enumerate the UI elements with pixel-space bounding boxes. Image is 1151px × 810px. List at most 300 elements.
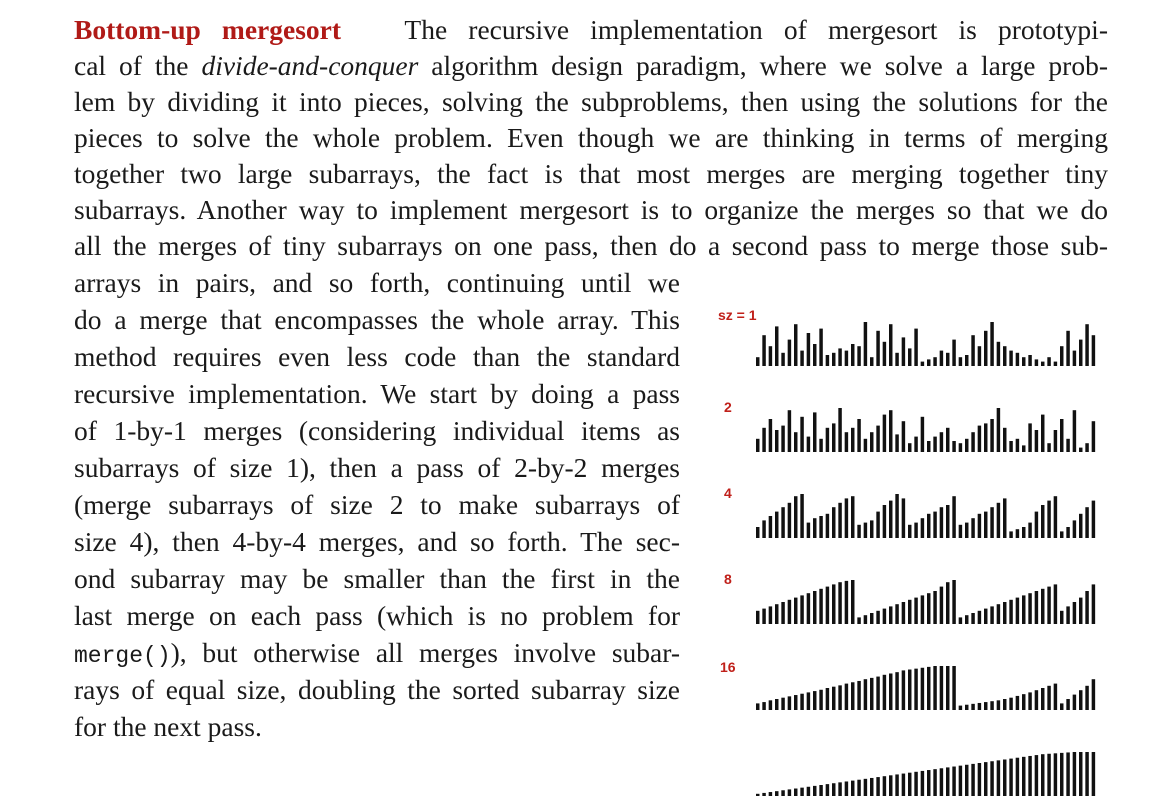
trace-bar — [813, 786, 816, 796]
trace-bar — [959, 617, 962, 624]
trace-bar — [895, 672, 898, 710]
trace-bar — [1073, 602, 1076, 624]
text-line-1 — [74, 12, 1108, 48]
trace-bar — [1066, 331, 1069, 366]
trace-bar — [895, 353, 898, 366]
trace-bar — [870, 678, 873, 710]
trace-bar — [1022, 595, 1025, 624]
text-line-5 — [74, 156, 1108, 192]
trace-bar — [883, 415, 886, 452]
trace-bar — [902, 602, 905, 624]
text-span: size 4), then 4-by-4 merges, and so forth. The sec- — [74, 526, 680, 557]
text-span: algorithm design paradigm, where we solve a large prob- — [418, 50, 1108, 81]
trace-bar — [959, 443, 962, 452]
trace-bar — [800, 788, 803, 796]
text-span: lem by dividing it into pieces, solving the subproblems, then using the solutions for the — [74, 86, 1108, 117]
trace-bar — [921, 518, 924, 538]
trace-bar — [794, 789, 797, 796]
trace-bar — [971, 613, 974, 624]
trace-bar — [990, 701, 993, 710]
trace-bar — [946, 353, 949, 366]
trace-bar — [876, 677, 879, 710]
trace-bar — [851, 428, 854, 452]
trace-bar — [984, 331, 987, 366]
trace-bar — [819, 516, 822, 538]
trace-bar — [1092, 752, 1095, 796]
trace-bar — [870, 432, 873, 452]
trace-bar — [1003, 346, 1006, 366]
text-line-14 — [74, 487, 680, 523]
trace-bar — [832, 507, 835, 538]
trace-bar — [1028, 423, 1031, 452]
trace-bar — [857, 681, 860, 710]
trace-bar — [813, 691, 816, 710]
trace-bar — [1060, 531, 1063, 538]
trace-bar — [933, 357, 936, 366]
sz-label: 4 — [724, 485, 732, 501]
trace-bar — [978, 763, 981, 796]
trace-bar — [933, 437, 936, 452]
trace-bar — [756, 439, 759, 452]
text-line-10 — [74, 339, 680, 375]
trace-bar — [1041, 505, 1044, 538]
trace-bar — [927, 667, 930, 710]
trace-bar — [971, 432, 974, 452]
trace-bar — [921, 362, 924, 366]
trace-bar — [819, 690, 822, 710]
trace-bar — [1016, 696, 1019, 710]
trace-bar — [800, 351, 803, 366]
trace-bar — [978, 346, 981, 366]
trace-bar — [1054, 584, 1057, 624]
trace-bar — [1073, 520, 1076, 538]
trace-bar — [1092, 584, 1095, 624]
trace-bar — [1092, 421, 1095, 452]
trace-bar — [952, 441, 955, 452]
trace-bar — [902, 498, 905, 538]
trace-bar — [984, 762, 987, 796]
trace-bar — [1035, 359, 1038, 366]
trace-bar — [1016, 529, 1019, 538]
trace-bar — [769, 419, 772, 452]
trace-bar — [1009, 441, 1012, 452]
trace-bar — [838, 503, 841, 538]
trace-bar — [845, 781, 848, 796]
text-line-7 — [74, 228, 1108, 264]
trace-bar — [1066, 752, 1069, 796]
trace-bar — [1035, 755, 1038, 796]
trace-bar — [914, 437, 917, 452]
trace-row-1 — [718, 307, 1095, 366]
trace-bar — [1085, 443, 1088, 452]
text-line-9 — [74, 302, 680, 338]
trace-bar — [838, 348, 841, 366]
trace-bar — [826, 688, 829, 710]
sz-label: 16 — [720, 659, 736, 675]
trace-bar — [914, 523, 917, 538]
trace-bar — [965, 439, 968, 452]
trace-bar — [959, 525, 962, 538]
trace-bar — [1016, 439, 1019, 452]
text-line-17 — [74, 598, 680, 634]
trace-bar — [1009, 600, 1012, 624]
trace-row-2 — [724, 399, 1095, 452]
sz-label: 2 — [724, 399, 732, 415]
trace-bar — [1054, 684, 1057, 710]
trace-bar — [1035, 512, 1038, 538]
trace-bar — [908, 773, 911, 796]
trace-bar — [857, 617, 860, 624]
trace-bar — [889, 324, 892, 366]
trace-bar — [965, 355, 968, 366]
trace-bar — [1060, 753, 1063, 796]
trace-bar — [781, 602, 784, 624]
text-line-13 — [74, 450, 680, 486]
trace-bar — [1079, 598, 1082, 624]
text-span: The recursive implementation of mergesort is prototypi- — [404, 14, 1108, 45]
trace-bar — [1066, 439, 1069, 452]
trace-bar — [902, 670, 905, 710]
trace-bar — [952, 340, 955, 366]
trace-bar — [1054, 430, 1057, 452]
trace-bar — [1028, 692, 1031, 710]
text-span: together two large subarrays, the fact is that most merges are merging together tiny — [74, 158, 1108, 189]
trace-bar — [851, 496, 854, 538]
trace-bar — [889, 501, 892, 538]
trace-bar — [800, 494, 803, 538]
trace-bar — [965, 615, 968, 624]
trace-bar — [978, 703, 981, 710]
trace-bar — [959, 766, 962, 796]
trace-bar — [908, 670, 911, 710]
trace-bar — [1066, 606, 1069, 624]
trace-bar — [864, 322, 867, 366]
trace-bar — [845, 432, 848, 452]
trace-bar — [895, 604, 898, 624]
text-line-12 — [74, 413, 680, 449]
trace-bar — [1047, 587, 1050, 624]
trace-bar — [1009, 698, 1012, 710]
trace-bar — [851, 781, 854, 796]
trace-bar — [876, 777, 879, 796]
trace-bar — [1079, 340, 1082, 366]
trace-bar — [1092, 679, 1095, 710]
trace-bar — [813, 591, 816, 624]
text-line-11 — [74, 376, 680, 412]
trace-bar — [952, 496, 955, 538]
text-line-15 — [74, 524, 680, 560]
text-span: rays of equal size, doubling the sorted subarray size — [74, 674, 680, 705]
trace-bar — [927, 359, 930, 366]
trace-bar — [794, 324, 797, 366]
trace-bar — [838, 685, 841, 710]
trace-bar — [1003, 498, 1006, 538]
trace-bar — [1054, 753, 1057, 796]
trace-bar — [800, 595, 803, 624]
trace-bar — [1060, 419, 1063, 452]
trace-bar — [1028, 355, 1031, 366]
trace-bar — [813, 518, 816, 538]
trace-bar — [933, 666, 936, 710]
trace-bar — [940, 768, 943, 796]
trace-bar — [807, 787, 810, 796]
trace-bar — [756, 357, 759, 366]
trace-bar — [946, 505, 949, 538]
trace-bar — [756, 611, 759, 624]
trace-bar — [902, 421, 905, 452]
trace-bar — [832, 423, 835, 452]
trace-bar — [990, 507, 993, 538]
section-heading: Bottom-up mergesort — [74, 14, 342, 45]
trace-bar — [895, 434, 898, 452]
trace-bar — [813, 344, 816, 366]
text-span: pieces to solve the whole problem. Even though we are thinking in terms of merging — [74, 122, 1108, 153]
trace-bar — [762, 428, 765, 452]
trace-bar — [952, 767, 955, 796]
code-merge: merge() — [74, 643, 171, 669]
trace-bar — [1060, 703, 1063, 710]
text-span: arrays in pairs, and so forth, continuing until we — [74, 267, 680, 298]
trace-bar — [1085, 324, 1088, 366]
trace-bar — [769, 346, 772, 366]
trace-bar — [927, 770, 930, 796]
trace-bar — [851, 682, 854, 710]
text-span: of 1-by-1 merges (considering individual items as — [74, 415, 680, 446]
trace-bar — [1016, 598, 1019, 624]
trace-bar — [864, 779, 867, 796]
trace-bar — [769, 700, 772, 710]
trace-bar — [1079, 448, 1082, 452]
trace-bar — [756, 794, 759, 796]
trace-bar — [1009, 531, 1012, 538]
trace-bar — [990, 419, 993, 452]
trace-bar — [921, 668, 924, 710]
trace-bar — [883, 505, 886, 538]
trace-bar — [984, 423, 987, 452]
text-span: ond subarray may be smaller than the first in the — [74, 563, 680, 594]
trace-bar — [832, 353, 835, 366]
trace-bar — [1028, 756, 1031, 796]
trace-bar — [819, 589, 822, 624]
trace-bar — [1041, 362, 1044, 366]
text-span: last merge on each pass (which is no problem for — [74, 600, 680, 631]
trace-bar — [921, 595, 924, 624]
trace-bar — [1066, 699, 1069, 710]
trace-row-3 — [724, 485, 1095, 538]
trace-bar — [1041, 589, 1044, 624]
trace-bar — [1047, 686, 1050, 710]
trace-bar — [1009, 759, 1012, 796]
trace-bar — [883, 342, 886, 366]
trace-bar — [870, 613, 873, 624]
trace-bar — [940, 507, 943, 538]
trace-bar — [997, 700, 1000, 710]
trace-bar — [889, 673, 892, 710]
trace-bar — [1060, 346, 1063, 366]
trace-bar — [1079, 690, 1082, 710]
trace-bar — [883, 609, 886, 624]
trace-bar — [1041, 688, 1044, 710]
trace-bar — [1041, 754, 1044, 796]
text-line-18 — [74, 635, 680, 674]
trace-bar — [826, 355, 829, 366]
trace-bar — [1085, 752, 1088, 796]
trace-bar — [1073, 695, 1076, 710]
trace-bar — [769, 606, 772, 624]
trace-bar — [940, 587, 943, 624]
trace-bar — [775, 430, 778, 452]
trace-bar — [997, 604, 1000, 624]
trace-bar — [883, 675, 886, 710]
trace-bar — [1022, 527, 1025, 538]
text-line-6 — [74, 192, 1108, 228]
trace-bar — [908, 348, 911, 366]
trace-bar — [1035, 591, 1038, 624]
trace-bar — [1028, 523, 1031, 538]
trace-bar — [807, 437, 810, 452]
trace-bar — [826, 784, 829, 796]
trace-bar — [788, 600, 791, 624]
text-span: do a merge that encompasses the whole array. This — [74, 304, 680, 335]
trace-bar — [781, 790, 784, 796]
trace-bar — [1047, 754, 1050, 796]
trace-bar — [1028, 593, 1031, 624]
trace-bar — [775, 699, 778, 710]
trace-bar — [933, 512, 936, 538]
trace-bar — [946, 428, 949, 452]
trace-bar — [971, 704, 974, 710]
trace-bar — [1066, 527, 1069, 538]
trace-bar — [990, 606, 993, 624]
trace-bar — [1035, 430, 1038, 452]
trace-bar — [971, 335, 974, 366]
trace-bar — [908, 600, 911, 624]
trace-bar — [978, 611, 981, 624]
trace-bar — [1085, 507, 1088, 538]
trace-bar — [997, 760, 1000, 796]
trace-bar — [870, 520, 873, 538]
trace-bar — [978, 514, 981, 538]
trace-bar — [946, 767, 949, 796]
text-line-16 — [74, 561, 680, 597]
trace-bar — [1022, 357, 1025, 366]
trace-bar — [1003, 759, 1006, 796]
text-line-8 — [74, 265, 680, 301]
trace-bar — [838, 408, 841, 452]
trace-bar — [794, 598, 797, 624]
trace-bar — [832, 584, 835, 624]
trace-bar — [857, 780, 860, 796]
trace-bar — [889, 606, 892, 624]
text-span: for the next pass. — [74, 711, 262, 742]
trace-bar — [1047, 357, 1050, 366]
trace-bar — [832, 687, 835, 710]
text-span: method requires even less code than the standard — [74, 341, 680, 372]
trace-bar — [927, 441, 930, 452]
trace-bar — [851, 344, 854, 366]
trace-bar — [883, 776, 886, 796]
trace-bar — [965, 705, 968, 710]
trace-bar — [781, 426, 784, 452]
trace-bar — [1085, 591, 1088, 624]
text-span: recursive implementation. We start by doing a pass — [74, 378, 680, 409]
trace-bar — [838, 782, 841, 796]
trace-bar — [984, 702, 987, 710]
trace-bar — [845, 581, 848, 624]
trace-bar — [838, 582, 841, 624]
trace-bar — [762, 335, 765, 366]
trace-bar — [826, 514, 829, 538]
trace-bar — [959, 357, 962, 366]
sz-label: 8 — [724, 571, 732, 587]
trace-bar — [781, 507, 784, 538]
trace-bar — [1009, 351, 1012, 366]
trace-bar — [781, 698, 784, 710]
trace-bar — [813, 412, 816, 452]
trace-bar — [762, 520, 765, 538]
trace-bar — [1085, 686, 1088, 710]
trace-bar — [845, 498, 848, 538]
trace-bar — [781, 353, 784, 366]
trace-bar — [1022, 694, 1025, 710]
trace-bar — [845, 351, 848, 366]
trace-bar — [990, 322, 993, 366]
trace-bar — [800, 694, 803, 710]
trace-bar — [775, 512, 778, 538]
trace-bar — [921, 771, 924, 796]
trace-bar — [927, 514, 930, 538]
sz-label: sz = 1 — [718, 307, 757, 323]
trace-bar — [1035, 690, 1038, 710]
trace-bar — [895, 774, 898, 796]
emphasis-text: divide-and-conquer — [201, 50, 419, 81]
trace-bar — [769, 792, 772, 796]
trace-bar — [1079, 752, 1082, 796]
trace-bar — [788, 696, 791, 710]
trace-bar — [807, 523, 810, 538]
text-span: subarrays. Another way to implement mergesort is to organize the merges so that we do — [74, 194, 1108, 225]
trace-bar — [990, 761, 993, 796]
trace-bar — [1079, 514, 1082, 538]
trace-bar — [889, 410, 892, 452]
trace-bar — [946, 666, 949, 710]
trace-bar — [1022, 757, 1025, 796]
trace-bar — [762, 609, 765, 624]
trace-bar — [819, 329, 822, 366]
trace-bar — [1047, 501, 1050, 538]
text-line-19 — [74, 672, 680, 708]
trace-bar — [788, 503, 791, 538]
trace-bar — [819, 785, 822, 796]
trace-bar — [971, 518, 974, 538]
trace-bar — [1003, 699, 1006, 710]
trace-bar — [775, 604, 778, 624]
trace-bar — [902, 337, 905, 366]
trace-bar — [997, 408, 1000, 452]
trace-bar — [788, 789, 791, 796]
trace-bar — [762, 702, 765, 710]
trace-bar — [952, 580, 955, 624]
trace-bar — [864, 615, 867, 624]
trace-bar — [997, 342, 1000, 366]
trace-bar — [971, 764, 974, 796]
trace-bar — [826, 428, 829, 452]
trace-bar — [864, 439, 867, 452]
trace-row-5 — [720, 659, 1095, 710]
trace-bar — [914, 669, 917, 710]
text-span: all the merges of tiny subarrays on one pass, then do a second pass to merge those sub- — [74, 230, 1108, 261]
trace-bar — [876, 611, 879, 624]
